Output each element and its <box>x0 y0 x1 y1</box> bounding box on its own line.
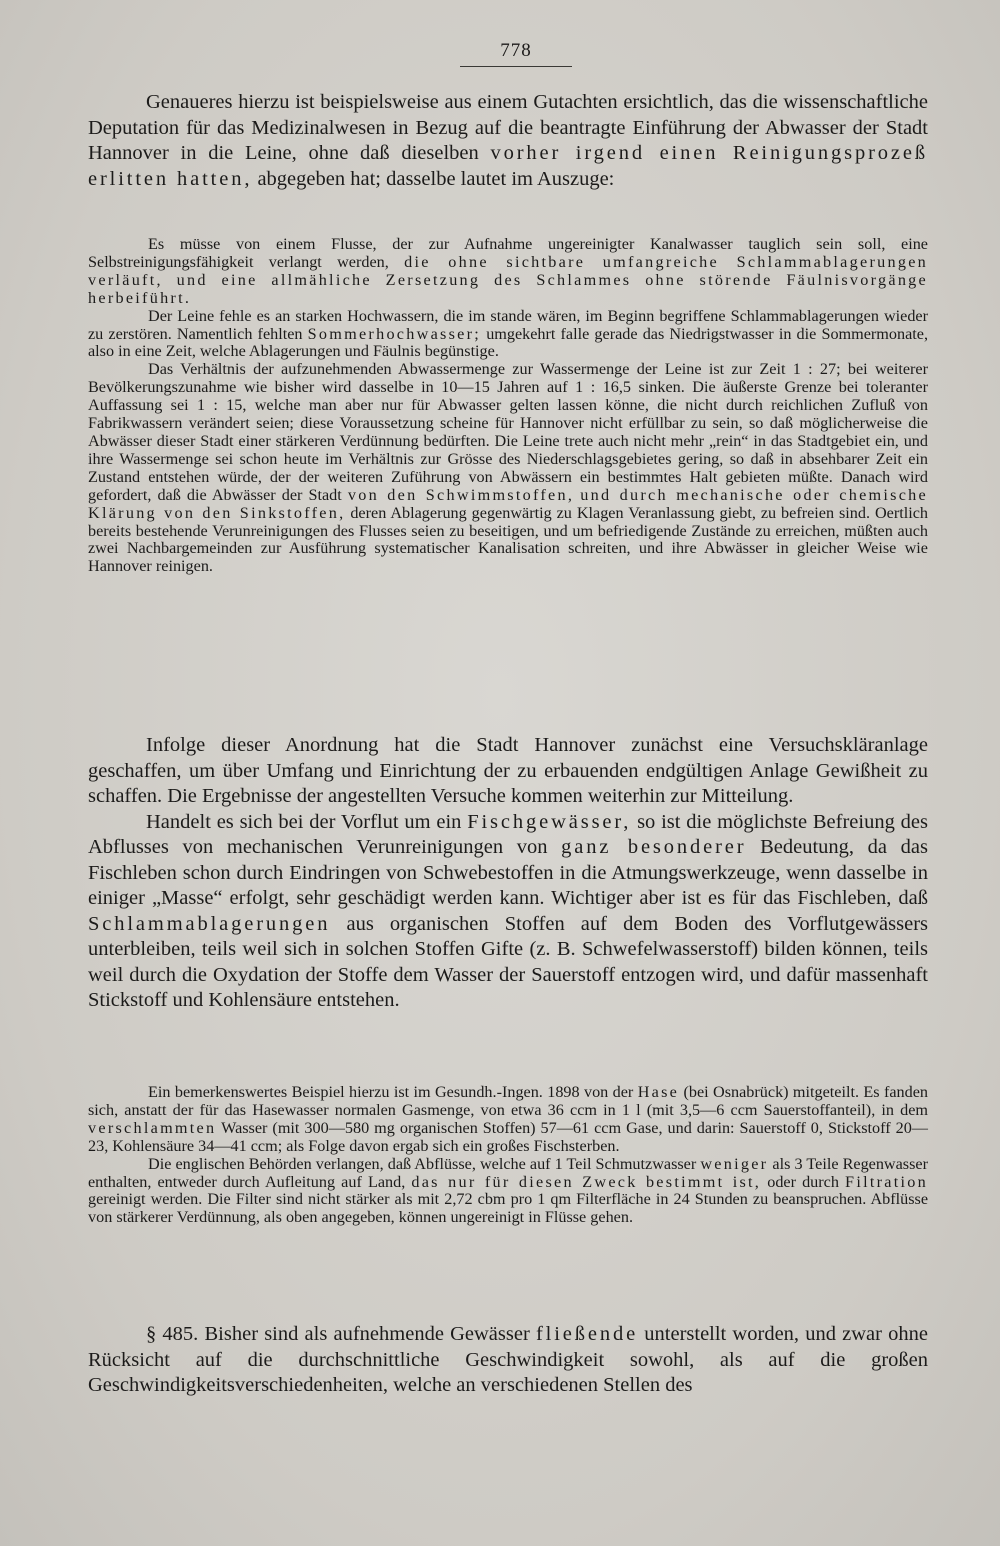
intro-text-part: abgegeben hat; dasselbe lautet im Auszuge: <box>252 167 615 190</box>
body-paragraph-1: Infolge dieser Anordnung hat die Stadt Hannover zunächst eine Versuchskläranlage geschaffen, um über Umfang und Einrichtung der zu erbauenden endgültigen Anlage Gewißheit zu schaffen. Die Ergebnisse der angestellten Versuche kommen weiterhin zur Mitteilung. <box>88 734 928 807</box>
section-text: Bisher sind als aufnehmende Gewässer <box>198 1323 536 1345</box>
body-text: aus organischen Stoffen auf dem Boden des Vorflutgewässers unterbleiben, teils weil sich in solchen Stoffen Gifte (z. B. Schwefelwasserstoff) bilden können, teils weil durch die Oxydation der Stoffe dem Wasser der Sauerstoff entzogen wird, und dafür massenhaft Stickstoff und Kohlensäure entstehen. <box>88 912 928 1011</box>
section-paragraph <box>88 1322 928 1399</box>
note-emphasis: das nur für diesen Zweck bestimmt ist, <box>411 1172 762 1191</box>
quote-text: umgekehrt falle gerade das Niedrigstwasser in die Sommermonate, also in eine Zeit, welche Ablagerungen und Fäulnis begünstige. <box>88 324 928 361</box>
intro-text-part: Genaueres hierzu ist beispielsweise aus einem Gutachten ersichtlich, das die wissenschaftliche Deputation für das Medizinalwesen in Bezug auf die beantragte Einführung der Abwasser der Stadt Hannover in die Leine, ohne daß dieselben <box>88 91 928 164</box>
body-emphasis: ganz besonderer <box>561 836 747 858</box>
body-paragraph-2 <box>88 810 928 1014</box>
section-emphasis: fließende <box>535 1323 639 1345</box>
section-485 <box>88 1322 928 1399</box>
body-emphasis: Fischgewässer, <box>467 810 632 833</box>
note-text: gereinigt werden. Die Filter sind nicht stärker als mit 2,72 cbm pro 1 qm Filterfläche in 24 Stunden zu beanspruchen. Abflüsse von stärkerer Verdünnung, als oben angegeben, können ungereinigt in Flüsse gehen. <box>88 1190 928 1227</box>
quote-text: Der Leine fehle es an starken Hochwassern, die im stande wären, im Beginn begriffene Schlammablagerungen wieder zu zerstören. Namentlich fehlten <box>88 306 928 343</box>
body-text: so ist die möglichste Befreiung des Abflusses von mechanischen Verunreinigungen von <box>88 810 928 858</box>
quote-emphasis: die ohne sichtbare umfangreiche Schlammablagerungen verläuft, und eine allmähliche Zersetzung des Schlammes ohne störende Fäulnisvorgänge herbeiführt. <box>88 252 929 307</box>
intro-emphasis: vorher irgend einen Reinigungsprozeß erlitten hatten, <box>88 142 928 190</box>
body-emphasis: Schlammablagerungen <box>88 912 331 935</box>
quoted-excerpt <box>88 236 928 576</box>
section-text: unterstellt worden, und zwar ohne Rücksicht auf die durchschnittliche Geschwindigkeit sowohl, als auf die großen Geschwindigkeitsverschiedenheiten, welche an verschiedenen Stellen des <box>88 1323 929 1396</box>
note-text: (bei Osnabrück) mitgeteilt. Es fanden sich, anstatt der für das Hasewasser normalen Gasmenge, von etwa 36 ccm in 1 l (mit 3,5—6 ccm Sauerstoffanteil), in dem <box>88 1083 928 1119</box>
note-emphasis: weniger <box>700 1154 769 1173</box>
quote-paragraph-3 <box>88 361 928 576</box>
body-text: Handelt es sich bei der Vorflut um ein <box>146 810 468 833</box>
note-paragraph-1 <box>88 1084 928 1156</box>
intro-text <box>88 90 928 192</box>
body-text: Bedeutung, da das Fischleben schon durch Eindringen von Schwebestoffen in die Atmungswerkzeuge, wenn dasselbe in einiger „Masse“ erfolgt, sehr geschädigt werden kann. Wichtiger aber ist es für das Fischleben, daß <box>88 836 928 909</box>
note-text: als 3 Teile Regenwasser enthalten, entweder durch Aufleitung auf Land, <box>88 1154 928 1191</box>
quote-text: Das Verhältnis der aufzunehmenden Abwassermenge zur Wassermenge der Leine ist zur Zeit 1 : 27; bei weiterer Bevölkerungszunahme wie bisher wird dasselbe in 10—15 Jahren auf 1 : 16,5 sinken. Die äußerste Grenze bei toleranter Auffassung sei 1 : 15, welche man aber nur für Abwasser gelten lassen könne, die nicht durch reichlichen Zufluß von Fabrikwassern verändert seien; diese Voraussetzung scheine für Hannover nicht erfüllbar zu sein, so daß möglicherweise die Abwässer dieser Stadt einer stärkeren Verdünnung bedürften. Die Leine trete auch nicht mehr „rein“ in das Stadtgebiet ein, und ihre Wassermenge sei schon heute im Verhältnis zur Grösse des Niederschlagsgebietes gering, so daß in absehbarer Zeit ein Zustand entstehen würde, der der weiteren Zuführung von Abwässern ein bestimmtes Halt gebieten müßte. Danach wird gefordert, daß die Abwässer der Stadt <box>88 360 928 504</box>
note-text: Ein bemerkenswertes Beispiel hierzu ist im Gesundh.-Ingen. 1898 von der <box>148 1083 638 1101</box>
intro-paragraph <box>88 90 928 192</box>
quote-emphasis: von den Schwimmstoffen, <box>347 485 575 504</box>
main-text <box>88 733 928 1014</box>
note-emphasis: verschlammten <box>88 1118 217 1137</box>
quote-paragraph-1 <box>88 236 928 308</box>
note-paragraph-2 <box>88 1156 928 1228</box>
quote-emphasis: und durch mechanische oder chemische Klärung von den Sinkstoffen, <box>88 485 928 522</box>
note-emphasis: Hase <box>637 1083 680 1101</box>
quote-paragraph-2 <box>88 308 928 362</box>
quote-emphasis: Sommerhochwasser; <box>307 324 482 343</box>
note-text: Wasser (mit 300—580 mg organischen Stoffen) 57—61 ccm Gase, und darin: Sauerstoff 0, Stickstoff 20—23, Kohlensäure 34—41 ccm; als Folge davon ergab sich ein großes Fischsterben. <box>88 1118 928 1155</box>
quote-text: deren Ablagerung gegenwärtig zu Klagen Veranlassung giebt, zu befreien sind. Oertlich bereits bestehende Verunreinigungen des Flusses seien zu beseitigen, und um befriedigende Zustände zu erreichen, müßten auch zwei Nachbargemeinden zur Ausführung systematischer Kanalisation schreiten, und ihre Abwässer in gleicher Weise wie Hannover reinigen. <box>88 503 929 576</box>
note-text: oder durch <box>761 1172 846 1191</box>
page-number: 778 <box>460 40 572 67</box>
note-text: Die englischen Behörden verlangen, daß Abflüsse, welche auf 1 Teil Schmutzwasser <box>148 1154 701 1173</box>
small-print-note <box>88 1084 928 1227</box>
note-emphasis: Filtration <box>845 1172 928 1191</box>
quote-text: Es müsse von einem Flusse, der zur Aufnahme ungereinigter Kanalwasser tauglich sein soll, eine Selbstreinigungsfähigkeit verlangt werden, <box>88 235 928 271</box>
section-number: § 485. <box>146 1323 199 1345</box>
